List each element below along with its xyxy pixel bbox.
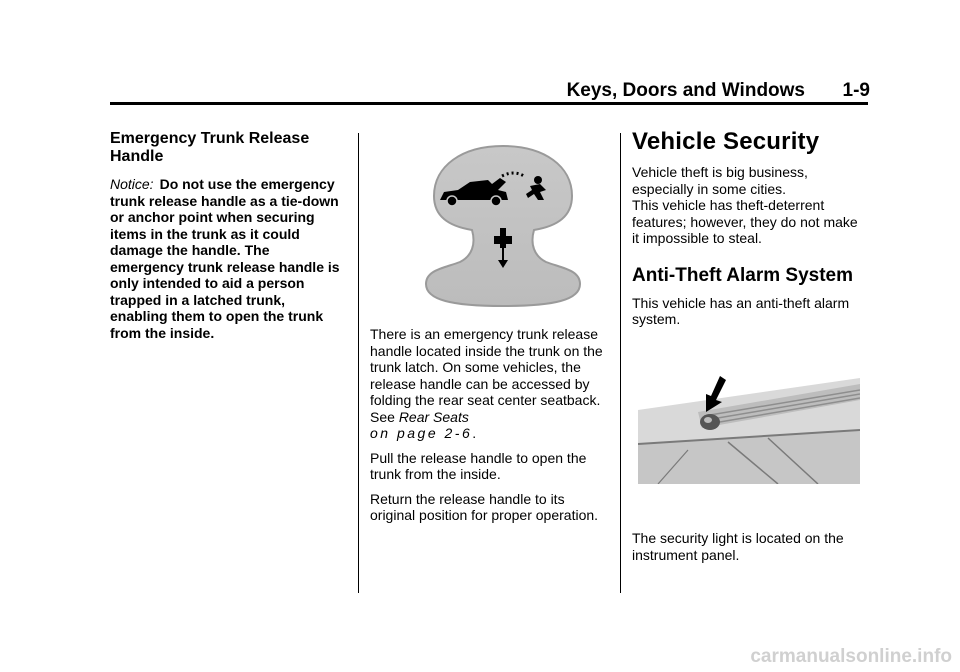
security-light-paragraph: The security light is located on the instrument panel. [632,530,844,563]
vehicle-security-p1: Vehicle theft is big business, especially in some cities. [632,164,808,197]
vehicle-security-p2: This vehicle has theft-deterrent features; however, they do not make it impossible to steal. [632,197,858,246]
security-light-illustration-icon [638,370,860,484]
trunk-release-symbol-icon [422,144,584,308]
header-rule [110,102,868,105]
anti-theft-p1: This vehicle has an anti-theft alarm system. [632,294,850,327]
page-header-title: Keys, Doors and Windows [566,80,805,101]
xref-rear-seats[interactable]: Rear Seats [398,408,469,425]
page-number: 1-9 [842,80,870,101]
column-2 [370,326,606,532]
notice-text: Do not use the emergency trunk release handle as a tie-down or anchor point when securing items in the trunk as it could damage the handle. The emergency trunk release handle is only intended to aid a person trapped in a latched trunk, enabling them to open the trunk from the inside. [110,176,340,341]
trunk-release-paragraph-2: Pull the release handle to open the trunk from the inside. [370,449,587,482]
trunk-release-paragraph-1 [370,326,606,442]
notice-label: Notice: [110,176,154,192]
trunk-release-figure [422,144,584,308]
xref-page[interactable]: on page 2-6 [370,425,473,441]
column-divider-left [358,133,359,593]
section-heading-anti-theft: Anti-Theft Alarm System [632,264,853,286]
notice-paragraph [110,176,340,341]
watermark: carmanualsonline.info [750,646,952,667]
column-divider-right [620,133,621,593]
section-heading-vehicle-security: Vehicle Security [632,128,820,155]
p1-period: . [472,425,477,441]
p1-text: There is an emergency trunk release handle located inside the trunk on the trunk latch. On some vehicles, the release handle can be accessed by folding the rear seat center seatback. See [370,326,603,425]
trunk-release-paragraph-3: Return the release handle to its original position for proper operation. [370,490,599,523]
column-3 [632,128,864,336]
section-heading-trunk-release: Emergency Trunk Release Handle [110,130,310,165]
security-light-figure [638,370,860,484]
column-3-lower [632,530,864,571]
column-1 [110,130,340,349]
